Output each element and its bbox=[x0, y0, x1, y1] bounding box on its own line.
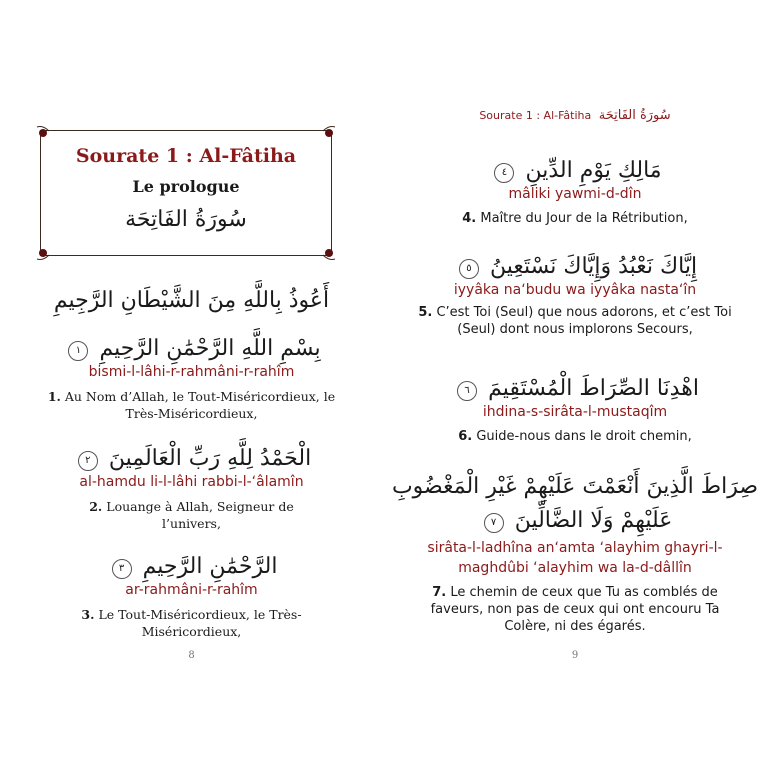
verse-4-translation bbox=[383, 210, 767, 227]
verse-7-number: 7. bbox=[432, 585, 447, 600]
verse-2-text: Louange à Allah, Seigneur de l’univers, bbox=[106, 499, 294, 531]
verse-number-marker: ٤ bbox=[494, 163, 514, 183]
verse-7-translit-line-1: sirâta-l-ladhîna an‘amta ‘alayhim ghayri-l- bbox=[427, 540, 723, 556]
verse-number-marker: ٢ bbox=[78, 451, 98, 471]
verse-2-translation bbox=[60, 498, 323, 532]
verse-7-translit-line-2: maghdûbi ‘alayhim wa la-d-dâllîn bbox=[458, 560, 692, 576]
surah-title-box bbox=[40, 130, 332, 256]
verse-3-number: 3. bbox=[81, 607, 95, 622]
verse-7-arabic-line-2 bbox=[383, 508, 767, 533]
running-head-arabic: سُورَةُ الفَاتِحَة bbox=[598, 108, 671, 123]
verse-7-arabic-line-1: صِرَاطَ الَّذِينَ أَنْعَمْتَ عَلَيْهِمْ غَيْرِ الْمَغْضُوبِ bbox=[391, 474, 759, 499]
corner-ornament-icon bbox=[321, 245, 337, 261]
corner-ornament-icon bbox=[35, 245, 51, 261]
surah-arabic-title: سُورَةُ الفَاتِحَة bbox=[125, 207, 247, 232]
corner-ornament-icon bbox=[35, 125, 51, 141]
verse-4-arabic-line bbox=[383, 158, 767, 183]
verse-5-arabic: إِيَّاكَ نَعْبُدُ وَإِيَّاكَ نَسْتَعِينُ bbox=[490, 254, 698, 279]
verse-1-translation bbox=[30, 388, 353, 422]
verse-5-number: 5. bbox=[418, 305, 433, 320]
verse-6-text: Guide-nous dans le droit chemin, bbox=[476, 429, 692, 444]
surah-title: Sourate 1 : Al-Fâtiha bbox=[75, 145, 297, 167]
verse-4-arabic: مَالِكِ يَوْمِ الدِّينِ bbox=[525, 158, 662, 183]
verse-4-text: Maître du Jour de la Rétribution, bbox=[480, 211, 688, 226]
verse-3-arabic: الرَّحْمَٰنِ الرَّحِيمِ bbox=[142, 554, 278, 579]
verse-4-number: 4. bbox=[462, 211, 477, 226]
verse-1-arabic-line bbox=[0, 336, 383, 361]
verse-3-translit: ar-rahmâni-r-rahîm bbox=[125, 582, 258, 598]
verse-7-arabic: عَلَيْهِمْ وَلَا الضَّالِّينَ bbox=[514, 508, 673, 533]
verse-2-arabic: الْحَمْدُ لِلَّهِ رَبِّ الْعَالَمِينَ bbox=[108, 446, 312, 471]
verse-2-arabic-line bbox=[0, 446, 383, 471]
verse-5-translit: iyyâka na‘budu wa iyyâka nasta‘în bbox=[453, 282, 697, 298]
page-number: 9 bbox=[571, 650, 579, 661]
verse-3-arabic-line bbox=[0, 554, 383, 579]
verse-number-marker: ١ bbox=[68, 341, 88, 361]
verse-1-arabic: بِسْمِ اللَّهِ الرَّحْمَٰنِ الرَّحِيمِ bbox=[99, 336, 321, 361]
verse-6-arabic: اهْدِنَا الصِّرَاطَ الْمُسْتَقِيمَ bbox=[488, 376, 699, 401]
istiadha: أَعُوذُ بِاللَّهِ مِنَ الشَّيْطَانِ الرَّجِيمِ bbox=[53, 288, 330, 313]
verse-3-translation bbox=[60, 606, 323, 640]
verse-7-translation bbox=[413, 584, 737, 635]
verse-6-translation bbox=[383, 428, 767, 445]
left-page bbox=[0, 0, 383, 767]
verse-1-number: 1. bbox=[47, 389, 61, 404]
corner-ornament-icon bbox=[321, 125, 337, 141]
verse-number-marker: ٥ bbox=[459, 259, 479, 279]
verse-3-text: Le Tout-Miséricordieux, le Très-Miséricordieux, bbox=[98, 607, 302, 639]
verse-2-number: 2. bbox=[89, 499, 103, 514]
verse-6-number: 6. bbox=[458, 429, 473, 444]
verse-2-translit: al-hamdu li-l-lâhi rabbi-l-‘âlamîn bbox=[79, 474, 304, 490]
running-head-latin: Sourate 1 : Al-Fâtiha bbox=[479, 109, 592, 122]
verse-1-translit: bismi-l-lâhi-r-rahmâni-r-rahîm bbox=[88, 364, 295, 380]
verse-5-text: C’est Toi (Seul) que nous adorons, et c’est Toi (Seul) dont nous implorons Secours, bbox=[436, 305, 732, 337]
verse-6-translit: ihdina-s-sirâta-l-mustaqîm bbox=[482, 404, 668, 420]
verse-number-marker: ٦ bbox=[457, 381, 477, 401]
verse-5-arabic-line bbox=[383, 254, 767, 279]
page-number: 8 bbox=[188, 650, 195, 661]
right-page bbox=[383, 0, 767, 767]
verse-7-text: Le chemin de ceux que Tu as comblés de faveurs, non pas de ceux qui ont encouru Ta Colère, ni des égarés. bbox=[430, 585, 720, 634]
verse-5-translation bbox=[409, 304, 741, 338]
verse-6-arabic-line bbox=[383, 376, 767, 401]
running-head bbox=[383, 108, 767, 123]
verse-4-translit: mâliki yawmi-d-dîn bbox=[508, 186, 642, 202]
surah-subtitle: Le prologue bbox=[132, 177, 240, 196]
verse-number-marker: ٧ bbox=[484, 513, 504, 533]
verse-number-marker: ٣ bbox=[112, 559, 132, 579]
verse-1-text: Au Nom d’Allah, le Tout-Miséricordieux, le Très-Miséricordieux, bbox=[64, 389, 336, 421]
